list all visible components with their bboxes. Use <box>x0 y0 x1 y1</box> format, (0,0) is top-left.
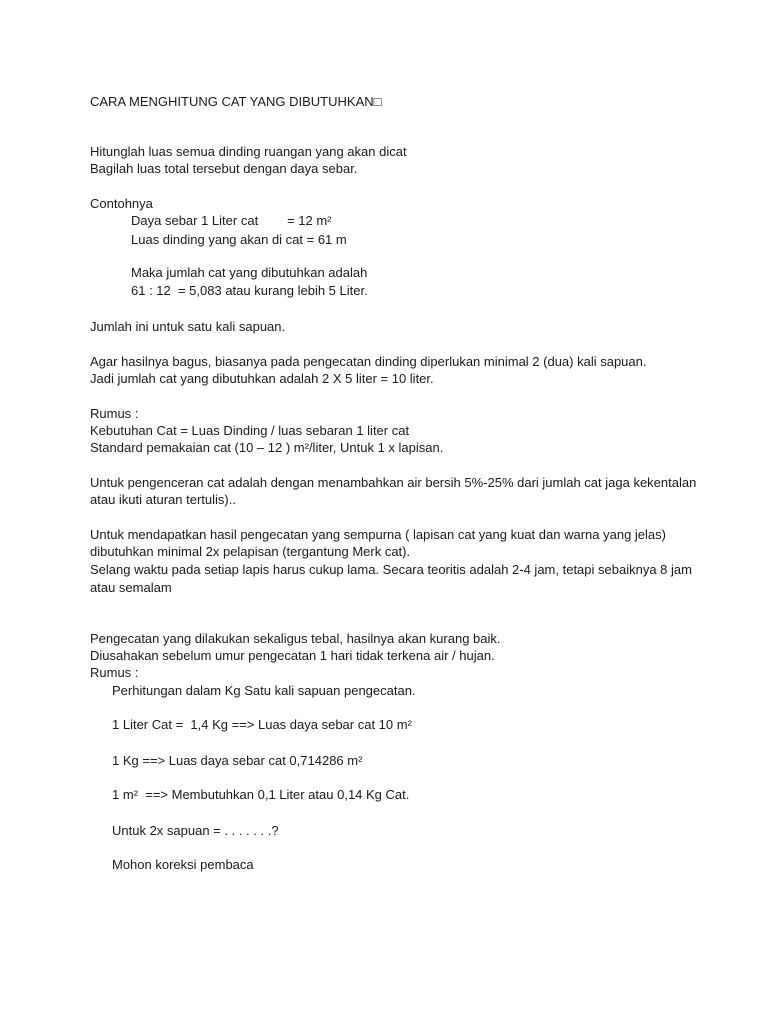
formula-line: Perhitungan dalam Kg Satu kali sapuan pengecatan. <box>112 683 416 698</box>
paragraph-line: Untuk mendapatkan hasil pengecatan yang sempurna ( lapisan cat yang kuat dan warna yang jelas) <box>90 527 666 542</box>
example-line: Daya sebar 1 Liter cat = 12 m² <box>131 213 332 228</box>
paragraph-line: Jadi jumlah cat yang dibutuhkan adalah 2 X 5 liter = 10 liter. <box>90 371 434 386</box>
example-line: Maka jumlah cat yang dibutuhkan adalah <box>131 265 368 280</box>
paragraph-line: Selang waktu pada setiap lapis harus cukup lama. Secara teoritis adalah 2-4 jam, tetapi sebaiknya 8 jam <box>90 562 692 577</box>
document-title: CARA MENGHITUNG CAT YANG DIBUTUHKAN□ <box>90 94 382 109</box>
paragraph-line: atau ikuti aturan tertulis).. <box>90 492 236 507</box>
paragraph-line: dibutuhkan minimal 2x pelapisan (tergantung Merk cat). <box>90 544 411 559</box>
formula-line: Standard pemakaian cat (10 – 12 ) m²/liter, Untuk 1 x lapisan. <box>90 440 444 455</box>
formula-line: 1 Kg ==> Luas daya sebar cat 0,714286 m² <box>112 753 363 768</box>
formula-heading: Rumus : <box>90 406 139 421</box>
paragraph-line: Diusahakan sebelum umur pengecatan 1 hari tidak terkena air / hujan. <box>90 648 495 663</box>
paragraph-line: atau semalam <box>90 580 172 595</box>
formula-heading: Rumus : <box>90 665 139 680</box>
paragraph-line: Jumlah ini untuk satu kali sapuan. <box>90 319 286 334</box>
formula-line: Untuk 2x sapuan = . . . . . . .? <box>112 823 279 838</box>
example-line: Luas dinding yang akan di cat = 61 m <box>131 232 347 247</box>
example-line: 61 : 12 = 5,083 atau kurang lebih 5 Liter. <box>131 283 368 298</box>
paragraph-line: Bagilah luas total tersebut dengan daya sebar. <box>90 161 358 176</box>
formula-line: Kebutuhan Cat = Luas Dinding / luas sebaran 1 liter cat <box>90 423 410 438</box>
paragraph-line: Hitunglah luas semua dinding ruangan yang akan dicat <box>90 144 407 159</box>
paragraph-line: Agar hasilnya bagus, biasanya pada pengecatan dinding diperlukan minimal 2 (dua) kali sapuan. <box>90 354 647 369</box>
closing-line: Mohon koreksi pembaca <box>112 857 254 872</box>
paragraph-line: Pengecatan yang dilakukan sekaligus tebal, hasilnya akan kurang baik. <box>90 631 501 646</box>
formula-line: 1 m² ==> Membutuhkan 0,1 Liter atau 0,14 Kg Cat. <box>112 787 410 802</box>
example-heading: Contohnya <box>90 196 153 211</box>
formula-line: 1 Liter Cat = 1,4 Kg ==> Luas daya sebar cat 10 m² <box>112 717 412 732</box>
paragraph-line: Untuk pengenceran cat adalah dengan menambahkan air bersih 5%-25% dari jumlah cat jaga kekentalan <box>90 475 697 490</box>
